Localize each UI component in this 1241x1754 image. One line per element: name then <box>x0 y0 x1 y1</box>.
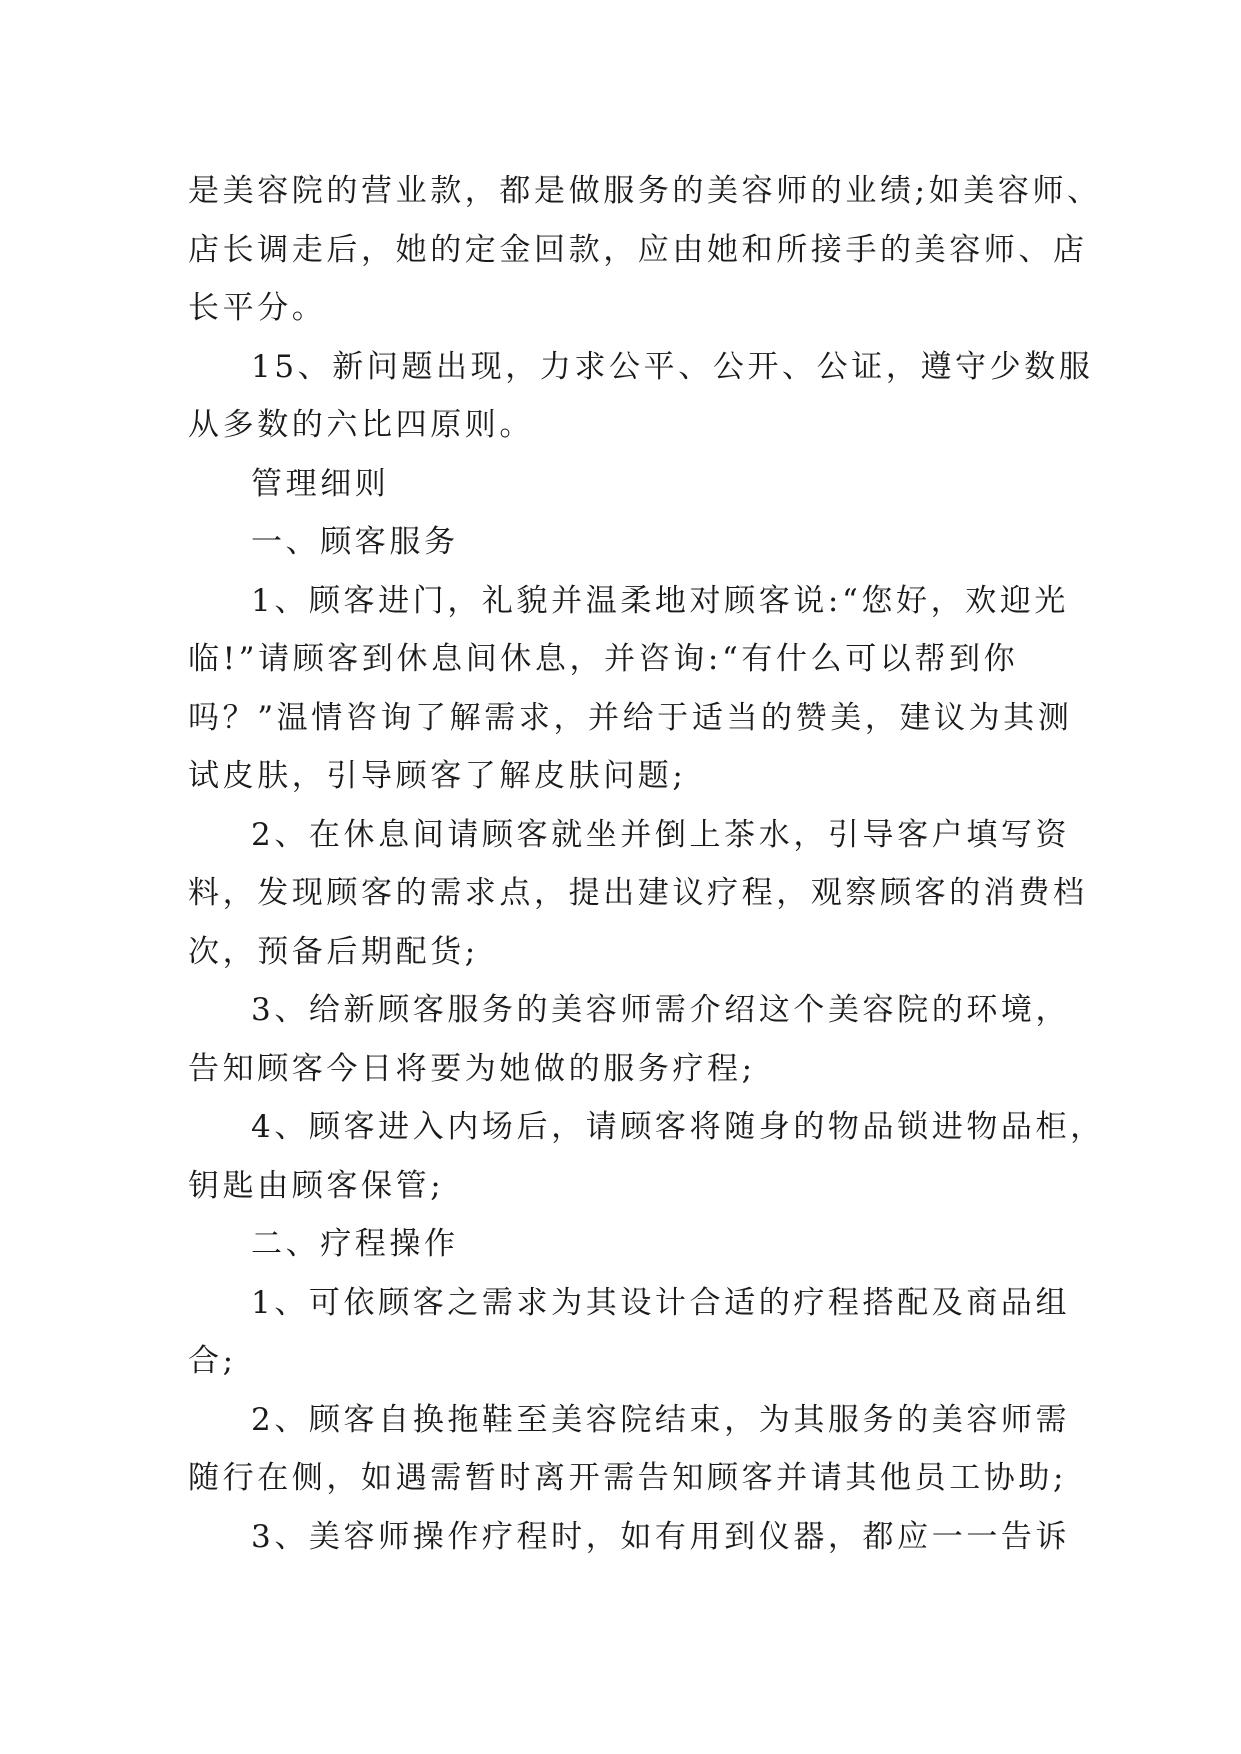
text-line: 一、顾客服务 <box>251 524 459 560</box>
text-line: 告知顾客今日将要为她做的服务疗程; <box>188 1050 756 1087</box>
text-line: 4、顾客进入内场后，请顾客将随身的物品锁进物品柜， <box>251 1109 1105 1145</box>
text-line: 店长调走后，她的定金回款，应由她和所接手的美容师、店 <box>188 231 1088 268</box>
text-line: 临!”请顾客到休息间休息，并咨询:“有什么可以帮到你 <box>188 641 1019 677</box>
text-line: 3、给新顾客服务的美容师需介绍这个美容院的环境， <box>251 992 1071 1028</box>
text-line: 2、顾客自换拖鞋至美容院结束，为其服务的美容师需 <box>251 1401 1071 1438</box>
text-line: 长平分。 <box>188 290 327 326</box>
text-line: 3、美容师操作疗程时，如有用到仪器，都应一一告诉 <box>251 1518 1071 1555</box>
text-line: 试皮肤，引导顾客了解皮肤问题; <box>188 758 687 794</box>
text-line: 1、可依顾客之需求为其设计合适的疗程搭配及商品组 <box>251 1284 1071 1321</box>
document-body <box>188 162 1105 1566</box>
text-line: 钥匙由顾客保管; <box>188 1167 445 1204</box>
text-line: 吗？”温情咨询了解需求，并给于适当的赞美，建议为其测 <box>188 699 1073 736</box>
text-line: 1、顾客进门，礼貌并温柔地对顾客说:“您好，欢迎光 <box>251 582 1070 619</box>
text-line: 2、在休息间请顾客就坐并倒上茶水，引导客户填写资 <box>251 816 1071 853</box>
text-line: 随行在侧，如遇需暂时离开需告知顾客并请其他员工协助; <box>188 1460 1068 1496</box>
text-line: 合; <box>188 1343 237 1379</box>
text-line: 二、疗程操作 <box>251 1226 459 1262</box>
text-line: 15、新问题出现，力求公平、公开、公证，遵守少数服 <box>251 348 1094 385</box>
text-line: 次，预备后期配货; <box>188 933 479 970</box>
text-line: 从多数的六比四原则。 <box>188 407 534 443</box>
text-line: 是美容院的营业款，都是做服务的美容师的业绩;如美容师、 <box>188 173 1102 209</box>
text-line: 管理细则 <box>251 465 390 502</box>
text-line: 料，发现顾客的需求点，提出建议疗程，观察顾客的消费档 <box>188 875 1088 911</box>
